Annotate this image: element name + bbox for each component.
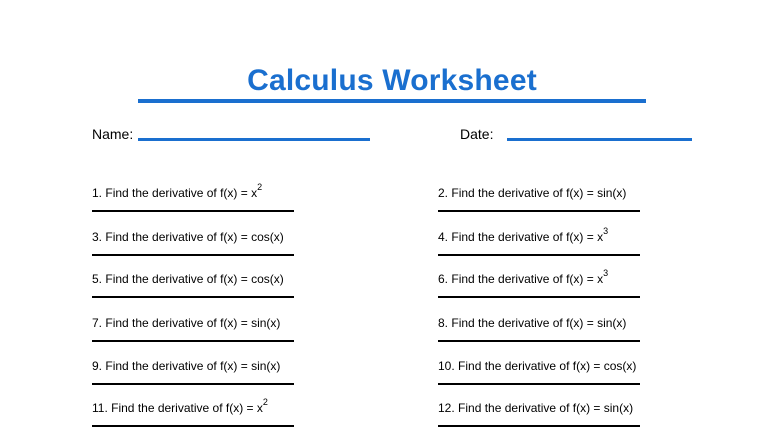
problem-question: Find the derivative of f(x) = sin(x) bbox=[105, 359, 281, 373]
problem-number: 11. bbox=[92, 401, 108, 415]
answer-line[interactable] bbox=[438, 340, 640, 342]
problem-number: 6. bbox=[438, 272, 449, 286]
answer-line[interactable] bbox=[92, 383, 294, 385]
name-label: Name: bbox=[92, 126, 134, 142]
problem-question: Find the derivative of f(x) = cos(x) bbox=[458, 359, 637, 373]
problem-question: Find the derivative of f(x) = x bbox=[105, 186, 258, 200]
problem-question: Find the derivative of f(x) = cos(x) bbox=[105, 272, 284, 286]
problem-number: 5. bbox=[92, 272, 103, 286]
answer-line[interactable] bbox=[438, 210, 640, 212]
title-underline bbox=[138, 99, 646, 103]
problem-text bbox=[92, 229, 392, 245]
problem-text bbox=[438, 226, 738, 245]
problem-item bbox=[438, 226, 738, 245]
problem-number: 3. bbox=[92, 230, 103, 244]
answer-line[interactable] bbox=[438, 254, 640, 256]
problem-item bbox=[92, 229, 392, 245]
problem-item bbox=[92, 397, 392, 416]
problem-item bbox=[438, 268, 738, 287]
problem-text bbox=[92, 271, 392, 287]
answer-line[interactable] bbox=[92, 340, 294, 342]
answer-line[interactable] bbox=[92, 254, 294, 256]
problem-item bbox=[92, 358, 392, 374]
problem-item bbox=[438, 185, 738, 201]
problem-exponent: 2 bbox=[262, 397, 268, 407]
problem-text bbox=[92, 397, 392, 416]
answer-line[interactable] bbox=[92, 210, 294, 212]
problem-number: 10. bbox=[438, 359, 455, 373]
problem-item bbox=[92, 271, 392, 287]
problem-question: Find the derivative of f(x) = sin(x) bbox=[451, 186, 627, 200]
problem-number: 2. bbox=[438, 186, 449, 200]
problem-number: 8. bbox=[438, 316, 449, 330]
problem-question: Find the derivative of f(x) = x bbox=[111, 401, 263, 415]
problem-number: 7. bbox=[92, 316, 103, 330]
problem-text bbox=[92, 182, 392, 201]
problem-question: Find the derivative of f(x) = x bbox=[451, 230, 604, 244]
date-label: Date: bbox=[460, 126, 494, 142]
worksheet-title: Calculus Worksheet bbox=[247, 64, 537, 97]
problem-number: 9. bbox=[92, 359, 103, 373]
problem-exponent: 3 bbox=[603, 268, 609, 278]
problem-text bbox=[438, 400, 738, 416]
problem-text bbox=[438, 358, 738, 374]
problem-item bbox=[438, 358, 738, 374]
problem-question: Find the derivative of f(x) = sin(x) bbox=[458, 401, 634, 415]
date-field[interactable] bbox=[507, 138, 692, 141]
name-field[interactable] bbox=[138, 138, 370, 141]
problem-exponent: 3 bbox=[603, 226, 609, 236]
answer-line[interactable] bbox=[92, 296, 294, 298]
problem-item bbox=[92, 315, 392, 331]
problem-number: 12. bbox=[438, 401, 455, 415]
problem-item bbox=[438, 315, 738, 331]
problem-number: 1. bbox=[92, 186, 103, 200]
answer-line[interactable] bbox=[438, 296, 640, 298]
problem-text bbox=[438, 315, 738, 331]
problem-item bbox=[92, 182, 392, 201]
answer-line[interactable] bbox=[92, 425, 294, 427]
problem-text bbox=[438, 268, 738, 287]
problem-exponent: 2 bbox=[257, 182, 263, 192]
problem-question: Find the derivative of f(x) = sin(x) bbox=[451, 316, 627, 330]
problem-item bbox=[438, 400, 738, 416]
problem-text bbox=[438, 185, 738, 201]
problem-text bbox=[92, 358, 392, 374]
problem-text bbox=[92, 315, 392, 331]
problem-question: Find the derivative of f(x) = cos(x) bbox=[105, 230, 284, 244]
answer-line[interactable] bbox=[438, 425, 640, 427]
problem-question: Find the derivative of f(x) = sin(x) bbox=[105, 316, 281, 330]
problem-number: 4. bbox=[438, 230, 449, 244]
problem-question: Find the derivative of f(x) = x bbox=[451, 272, 604, 286]
answer-line[interactable] bbox=[438, 383, 640, 385]
